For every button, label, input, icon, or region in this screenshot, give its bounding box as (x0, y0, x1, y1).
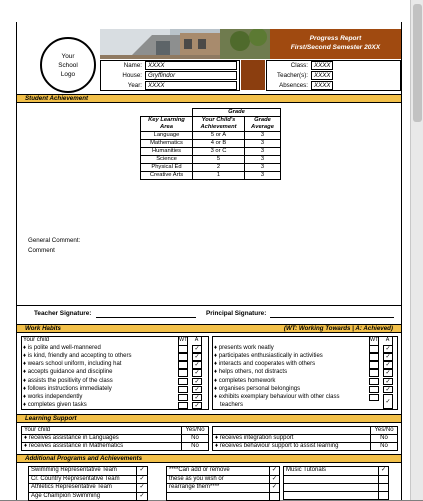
grade-average-cell[interactable]: 3 (245, 140, 281, 148)
school-logo (40, 37, 96, 93)
program-name: Cr. Country Representative Team (29, 475, 137, 484)
program-row (284, 467, 389, 476)
vertical-scrollbar[interactable] (410, 0, 423, 500)
work-habit-item (23, 402, 87, 410)
bullet-icon: ♦ (23, 345, 28, 352)
work-habits-title: Work Habits (25, 325, 61, 332)
a-checkbox[interactable]: ✓ (192, 345, 202, 353)
work-habit-item (214, 386, 300, 394)
work-habit-item (23, 386, 112, 394)
grade-achievement-cell[interactable]: 3 or C (193, 148, 245, 156)
report-semester: First/Second Semester 20XX (290, 43, 381, 51)
ls-right-item-2: ♦ receives behaviour support to assist learning (213, 443, 371, 451)
a-column-header: A (383, 337, 393, 345)
grade-achievement-cell[interactable]: 4 or B (193, 140, 245, 148)
grade-average-cell[interactable]: 3 (245, 156, 281, 164)
bullet-icon: ♦ (23, 369, 28, 376)
program-row (29, 467, 148, 476)
a-checkbox[interactable]: ✓ (192, 394, 202, 402)
year-field[interactable]: XXXX (145, 81, 237, 90)
wt-checkbox[interactable] (178, 353, 188, 361)
achievement-box-bottom (17, 305, 401, 306)
program-name: Music Tutorials (284, 467, 379, 476)
header-divider-block (241, 60, 265, 90)
work-habit-item (214, 345, 274, 353)
grade-area-cell: Physical Ed (141, 164, 193, 172)
col-key-learning-area: Key Learning Area (141, 117, 193, 132)
ls-left-your-child: Your child (22, 427, 182, 435)
name-field[interactable]: XXXX (145, 61, 237, 70)
programs-col1-table (28, 466, 148, 501)
work-habit-text: interacts and cooperates with others (218, 361, 316, 368)
report-title: Progress Report (309, 35, 362, 42)
bullet-icon: ♦ (214, 361, 219, 368)
bullet-icon: ♦ (214, 377, 219, 384)
wt-checkbox[interactable] (369, 386, 379, 394)
program-check[interactable]: ✓ (137, 484, 148, 493)
a-checkbox[interactable]: ✓ (383, 361, 393, 369)
work-habit-text: presents work neatly (218, 345, 274, 352)
principal-signature-line[interactable] (270, 317, 394, 318)
wt-checkbox[interactable] (178, 361, 188, 369)
wt-checkbox[interactable] (178, 378, 188, 386)
learning-support-left-table (21, 426, 209, 451)
bullet-icon: ♦ (23, 361, 28, 368)
logo-line-3: Logo (60, 70, 76, 78)
ls-right-value-1[interactable]: No (371, 435, 398, 443)
program-check[interactable]: ✓ (269, 467, 279, 476)
name-label: Name: (123, 62, 142, 69)
bullet-icon: ♦ (23, 353, 28, 360)
work-habit-text: participates enthusiastically in activities (218, 353, 323, 360)
house-label: House: (122, 72, 142, 79)
work-habit-text: completes given tasks (27, 401, 87, 408)
wt-checkbox[interactable] (369, 345, 379, 353)
class-field[interactable]: XXXX (311, 61, 333, 70)
wt-checkbox[interactable] (369, 361, 379, 369)
grade-row (141, 148, 281, 156)
grade-area-cell: Creative Arts (141, 172, 193, 180)
program-row (29, 492, 148, 501)
ls-left-yes-no: Yes/No (182, 427, 209, 435)
wt-checkbox[interactable] (178, 394, 188, 402)
grade-average-cell[interactable]: 3 (245, 148, 281, 156)
col-grade-average: Grade Average (245, 117, 281, 132)
a-checkbox[interactable]: ✓ (383, 394, 393, 409)
teacher-signature-line[interactable] (96, 317, 196, 318)
class-label: Class: (290, 62, 308, 69)
work-habit-item (23, 361, 121, 369)
work-habit-text: teachers (220, 401, 244, 408)
program-row (167, 492, 280, 500)
program-check[interactable] (378, 475, 388, 483)
bullet-icon: ♦ (23, 377, 28, 384)
program-name: Swimming Representative Team (29, 467, 137, 476)
work-habits-your-child: Your child (23, 337, 50, 343)
general-comment-label: General Comment: (28, 237, 81, 244)
ls-right-yes-no: Yes/No (371, 427, 398, 435)
teacher-label: Teacher(s): (277, 72, 308, 79)
programs-col3-table (283, 466, 389, 500)
bullet-icon: ♦ (214, 385, 219, 392)
learning-support-right-table (212, 426, 398, 451)
house-field[interactable]: Gryffindor (145, 71, 237, 80)
grade-row (141, 164, 281, 172)
wt-checkbox[interactable] (369, 369, 379, 377)
ls-left-item-1: ♦ receives assistance in Languages (22, 435, 182, 443)
grade-average-cell[interactable]: 3 (245, 172, 281, 180)
teacher-signature-label: Teacher Signature: (34, 310, 92, 317)
year-label: Year: (127, 82, 142, 89)
grade-achievement-cell[interactable]: 5 (193, 156, 245, 164)
work-habits-heading (17, 324, 401, 333)
program-check[interactable]: ✓ (269, 475, 279, 484)
bullet-icon: ♦ (23, 385, 28, 392)
teacher-field[interactable]: XXXX (311, 71, 333, 80)
comment-label: Comment (28, 247, 55, 254)
program-row (29, 475, 148, 484)
program-check[interactable] (378, 491, 388, 499)
programs-col2-table (166, 466, 280, 501)
work-habit-item (214, 369, 287, 377)
ls-left-item-2: ♦ receives assistance in Mathematics (22, 443, 182, 451)
bullet-icon: ♦ (214, 393, 219, 400)
work-habit-text: exhibits exemplary behaviour with other class (218, 393, 340, 400)
work-habit-text: assists the positivity of the class (27, 377, 113, 384)
banner-photo (100, 29, 270, 59)
learning-support-heading: Learning Support (17, 414, 401, 423)
absences-row (266, 80, 401, 91)
wt-checkbox[interactable] (369, 378, 379, 386)
grade-area-cell: Language (141, 132, 193, 140)
program-check[interactable]: ✓ (137, 467, 148, 476)
program-name (284, 475, 379, 483)
program-row (167, 484, 280, 493)
bullet-icon: ♦ (23, 393, 28, 400)
col-your-child: Your Child's Achievement (193, 117, 245, 132)
program-check[interactable] (269, 492, 279, 500)
work-habit-text: follows instructions immediately (27, 385, 112, 392)
work-habit-item (23, 394, 82, 402)
wt-checkbox[interactable] (178, 402, 188, 410)
grade-table (140, 108, 281, 180)
grade-area-cell: Science (141, 156, 193, 164)
work-habit-item (220, 402, 243, 410)
work-habit-text: is polite and well-mannered (27, 345, 101, 352)
program-name: Age Champion Swimming (29, 492, 137, 501)
program-row (167, 467, 280, 476)
bullet-icon: ♦ (214, 353, 219, 360)
wt-column-header: WT (179, 337, 188, 343)
school-building-image (100, 29, 270, 59)
work-habit-text: completes homework (218, 377, 276, 384)
bullet-icon: ♦ (214, 345, 219, 352)
program-name: rearrange them**** (167, 484, 270, 493)
program-name: these as you wish or (167, 475, 270, 484)
ls-left-value-2[interactable]: No (182, 443, 209, 451)
program-check[interactable]: ✓ (137, 475, 148, 484)
grade-header: Grade (193, 109, 281, 117)
program-check[interactable]: ✓ (137, 492, 148, 501)
work-habit-text: is kind, friendly and accepting to others (27, 353, 132, 360)
report-title-banner (270, 29, 401, 59)
program-name (284, 491, 379, 499)
wt-column-header: WT (370, 337, 379, 343)
work-habit-item (214, 361, 315, 369)
work-habit-item (23, 378, 113, 386)
wt-checkbox[interactable] (369, 394, 379, 402)
absences-label: Absences: (279, 82, 308, 89)
program-row (284, 483, 389, 491)
a-checkbox[interactable]: ✓ (383, 369, 393, 377)
a-checkbox[interactable]: ✓ (192, 386, 202, 394)
program-row (284, 475, 389, 483)
grade-row (141, 132, 281, 140)
wt-checkbox[interactable] (178, 369, 188, 377)
a-checkbox[interactable]: ✓ (383, 386, 393, 394)
grade-area-cell: Mathematics (141, 140, 193, 148)
grade-row (141, 172, 281, 180)
principal-signature-label: Principal Signature: (206, 310, 267, 317)
bullet-icon: ♦ (23, 401, 28, 408)
program-row (29, 484, 148, 493)
work-habit-item (214, 353, 323, 361)
a-checkbox[interactable]: ✓ (383, 378, 393, 386)
additional-programs-heading: Additional Programs and Achievements (17, 454, 401, 463)
logo-line-2: School (58, 61, 78, 69)
bullet-icon: ♦ (214, 369, 219, 376)
work-habit-text: organises personal belongings (218, 385, 301, 392)
grade-area-cell: Humanities (141, 148, 193, 156)
program-row (284, 491, 389, 499)
logo-line-1: Your (61, 52, 75, 60)
work-habits-legend: (WT: Working Towards | A: Achieved) (283, 325, 393, 332)
work-habit-item (23, 353, 131, 361)
a-checkbox[interactable]: ✓ (192, 378, 202, 386)
wt-checkbox[interactable] (178, 345, 188, 353)
program-check[interactable]: ✓ (378, 467, 388, 476)
work-habit-item (23, 369, 112, 377)
ls-left-value-1[interactable]: No (182, 435, 209, 443)
grade-row (141, 140, 281, 148)
grade-achievement-cell[interactable]: 2 (193, 164, 245, 172)
a-checkbox[interactable]: ✓ (192, 369, 202, 377)
program-row (167, 475, 280, 484)
program-name: Athletics Representative Team (29, 484, 137, 493)
absences-field[interactable]: XXXX (311, 81, 333, 90)
a-column-header: A (192, 337, 202, 345)
ls-right-item-1: ♦ receives integration support (213, 435, 371, 443)
program-check[interactable]: ✓ (269, 484, 279, 493)
program-check[interactable] (378, 483, 388, 491)
ls-right-value-2[interactable]: No (371, 443, 398, 451)
student-achievement-heading: Student Achievement (17, 94, 401, 103)
program-name: ****Can add or remove (167, 467, 270, 476)
a-checkbox[interactable]: ✓ (192, 361, 202, 369)
work-habit-item (23, 345, 101, 353)
a-checkbox[interactable]: ✓ (192, 402, 202, 410)
work-habit-text: wears school uniform, including hat (27, 361, 122, 368)
grade-average-cell[interactable]: 3 (245, 164, 281, 172)
program-name (284, 483, 379, 491)
a-checkbox[interactable]: ✓ (383, 353, 393, 361)
wt-checkbox[interactable] (369, 353, 379, 361)
work-habit-text: helps others, not distracts (218, 369, 288, 376)
work-habit-item (214, 394, 339, 402)
grade-row (141, 156, 281, 164)
grade-average-cell[interactable]: 3 (245, 132, 281, 140)
program-name (167, 492, 270, 500)
grade-achievement-cell[interactable]: 5 or A (193, 132, 245, 140)
work-habit-item (214, 378, 275, 386)
scrollbar-thumb[interactable] (413, 4, 422, 122)
a-checkbox[interactable]: ✓ (383, 345, 393, 353)
work-habit-text: works independently (27, 393, 83, 400)
wt-checkbox[interactable] (178, 386, 188, 394)
grade-achievement-cell[interactable]: 1 (193, 172, 245, 180)
year-row (100, 80, 240, 91)
work-habit-text: accepts guidance and discipline (27, 369, 113, 376)
a-checkbox[interactable]: ✓ (192, 353, 202, 361)
